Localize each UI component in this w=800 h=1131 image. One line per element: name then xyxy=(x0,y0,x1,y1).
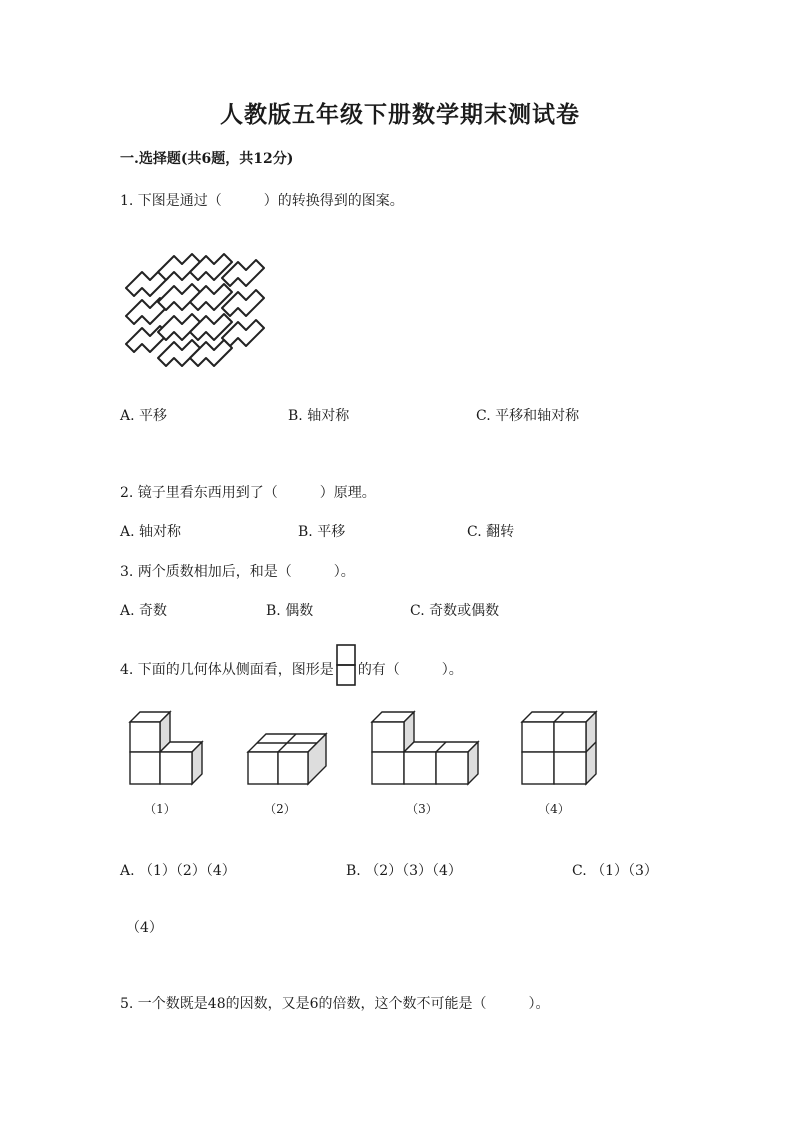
solid-figure-4 xyxy=(520,710,600,790)
solid-figure-1 xyxy=(128,710,208,790)
solid-figure-2 xyxy=(246,732,330,788)
q4-stem-part2: 的有（ ）。 xyxy=(357,662,463,678)
figure-3-caption: （3） xyxy=(406,802,438,816)
q4-option-a: A. （1）（2）（4） xyxy=(120,863,236,879)
q4-option-b: B. （2）（3）（4） xyxy=(346,863,462,879)
stacked-squares-icon xyxy=(336,644,356,688)
question-2-stem: 2. 镜子里看东西用到了（ ）原理。 xyxy=(120,485,376,501)
q3-option-b: B. 偶数 xyxy=(266,603,314,619)
question-4-stem xyxy=(120,648,463,692)
question-5-stem: 5. 一个数既是48的因数，又是6的倍数，这个数不可能是（ ）。 xyxy=(120,996,550,1012)
solid-figure-3 xyxy=(370,710,482,790)
question-1-stem: 1. 下图是通过（ ）的转换得到的图案。 xyxy=(120,193,404,209)
zigzag-pattern-figure xyxy=(118,240,268,370)
figure-2-caption: （2） xyxy=(264,802,296,816)
q1-option-b: B. 轴对称 xyxy=(288,408,350,424)
q2-option-b: B. 平移 xyxy=(298,524,346,540)
figure-1-caption: （1） xyxy=(144,802,176,816)
q4-option-c: C. （1）（3） xyxy=(572,863,658,879)
q4-option-c-continued: （4） xyxy=(126,920,163,936)
q1-option-a: A. 平移 xyxy=(120,408,168,424)
q2-option-a: A. 轴对称 xyxy=(120,524,182,540)
q2-option-c: C. 翻转 xyxy=(467,524,515,540)
figure-4-caption: （4） xyxy=(538,802,570,816)
q4-stem-part1: 4. 下面的几何体从侧面看，图形是 xyxy=(120,662,334,678)
section-title: 一.选择题(共6题，共12分) xyxy=(120,151,294,167)
question-3-stem: 3. 两个质数相加后，和是（ ）。 xyxy=(120,564,355,580)
q1-option-c: C. 平移和轴对称 xyxy=(476,408,580,424)
q3-option-a: A. 奇数 xyxy=(120,603,168,619)
page-title: 人教版五年级下册数学期末测试卷 xyxy=(220,101,580,128)
q3-option-c: C. 奇数或偶数 xyxy=(410,603,500,619)
